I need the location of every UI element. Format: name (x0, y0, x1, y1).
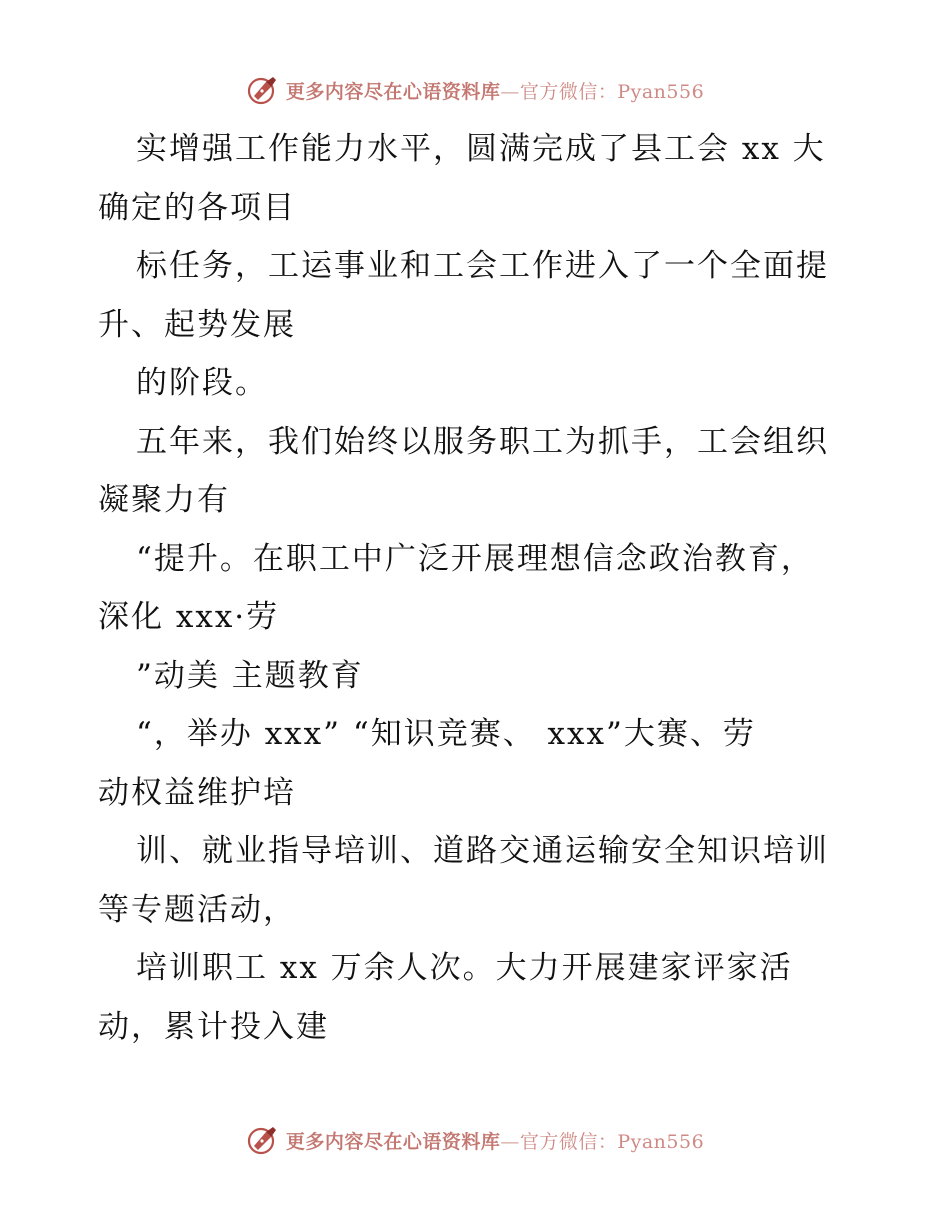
text-line: 培训职工 xx 万余人次。大力开展建家评家活 (136, 950, 793, 986)
footer-watermark (0, 1124, 950, 1156)
document-body (98, 120, 858, 1056)
text-line: ”动美 主题教育 (136, 657, 364, 694)
text-line: 动，累计投入建 (98, 1008, 329, 1045)
text-line: 确定的各项目 (98, 189, 296, 226)
header-watermark (0, 74, 950, 106)
text-line: “，举办 xxx” “知识竞赛、 xxx”大赛、劳 (136, 716, 756, 752)
watermark-separator: — (500, 80, 520, 103)
text-line: 标任务，工运事业和工会工作进入了一个全面提 (136, 248, 829, 284)
pen-nib-logo-icon (246, 1124, 280, 1156)
watermark-main-text: 更多内容尽在心语资料库 (285, 80, 501, 103)
text-line: 的阶段。 (136, 365, 268, 401)
watermark-main-text: 更多内容尽在心语资料库 (285, 1130, 501, 1153)
watermark-separator: — (500, 1130, 520, 1153)
text-line: 凝聚力有 (98, 482, 230, 518)
pen-nib-logo-icon (246, 74, 280, 106)
text-line: 实增强工作能力水平，圆满完成了县工会 xx 大 (136, 131, 826, 167)
text-line: 训、就业指导培训、道路交通运输安全知识培训 (136, 833, 829, 869)
text-line: 五年来，我们始终以服务职工为抓手，工会组织 (136, 423, 829, 460)
text-line: 深化 xxx·劳 (98, 599, 280, 635)
text-line: 等专题活动， (98, 891, 296, 928)
text-line: 升、起势发展 (98, 306, 296, 343)
text-line: “提升。在职工中广泛开展理想信念政治教育， (136, 540, 814, 577)
watermark-wechat-text: 官方微信：Pyan556 (519, 80, 705, 103)
watermark-wechat-text: 官方微信：Pyan556 (519, 1130, 705, 1153)
text-line: 动权益维护培 (98, 774, 296, 811)
